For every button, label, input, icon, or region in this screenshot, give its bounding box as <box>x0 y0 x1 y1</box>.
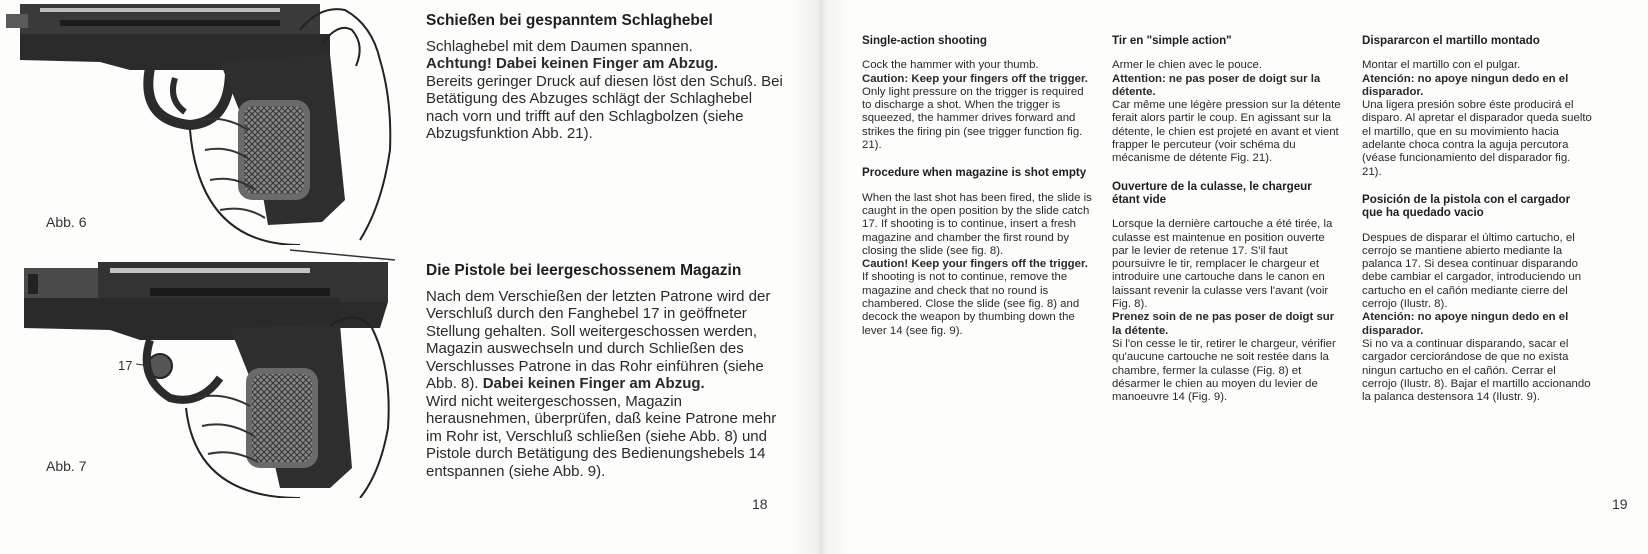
english-heading-1: Single-action shooting <box>862 34 987 47</box>
german-para-4: Wird nicht weitergeschossen, Magazin herausnehmen, überprüfen, daß keine Patrone mehr im Rohr ist, Verschluß schließen (siehe Abb. 8) und Pistole durch Betätigung des Bedienungshebels 14 entspannen (siehe Abb. 9). <box>426 392 777 480</box>
french-para-3: Lorsque la dernière cartouche a été tirée, la culasse est maintenue en position ouverte par le levier de retenue 17. S'il faut poursuivre le tir, remplacer le chargeur et introduire une cartouche dans le canon en laissant revenir la culasse vers l'avant (voir Fig. 8). <box>1112 218 1333 311</box>
english-para-3: When the last shot has been fired, the slide is caught in the open position by the slide catch 17. If shooting is to continue, insert a fresh magazine and chamber the first round by closing the slide (see fig. 8). <box>862 191 1092 257</box>
english-para-4: If shooting is not to continue, remove the magazine and check that no round is chambered. Close the slide (see fig. 8) and decock the weapon by thumbing down the lever 14 (see fig. 9). <box>862 271 1080 337</box>
german-para-3-text: Nach dem Verschießen der letzten Patrone wird der Verschluß durch den Fanghebel 17 in geöffneter Stellung gehalten. Soll weitergeschossen werden, Magazin auswechseln und durch Schließen des Verschlusses Patrone in das Rohr einführen (siehe Abb. 8). <box>426 287 771 392</box>
spanish-warning-1: Atención: no apoye ningun dedo en el disparador. <box>1362 72 1569 98</box>
callout-17: 17 <box>118 358 133 373</box>
german-para-3 <box>426 288 786 393</box>
spanish-heading-2: Posición de la pistola con el cargador que ha quedado vacio <box>1362 192 1571 220</box>
spanish-column <box>1362 34 1592 404</box>
german-warning-2: Dabei keinen Finger am Abzug. <box>482 375 705 392</box>
german-para-1: Schlaghebel mit dem Daumen spannen. <box>426 37 693 55</box>
french-para-4: Si l'on cesse le tir, retirer le chargeur, vérifier qu'aucune cartouche ne soit restée dans la chambre, fermer la culasse (Fig. 8) et désarmer le chien au moyen du levier de manoeuvre 14 (Fig. 9). <box>1112 337 1336 404</box>
english-heading-2: Procedure when magazine is shot empty <box>862 166 1087 180</box>
german-heading-1: Schießen bei gespanntem Schlaghebel <box>426 12 713 29</box>
german-para-2: Bereits geringer Druck auf diesen löst den Schuß. Bei Betätigung des Abzuges schlägt der Schlaghebel nach vorn und trifft auf den Schlagbolzen (siehe Abzugsfunktion Abb. 21). <box>426 72 783 142</box>
page-number-left: 18 <box>752 496 768 512</box>
english-warning-2: Caution! Keep your fingers off the trigger. <box>862 258 1088 271</box>
spanish-heading-1: Dispararcon el martillo montado <box>1362 34 1540 47</box>
spanish-para-2: Una ligera presión sobre éste producirá el disparo. Al apretar el disparador queda suelto el martillo, que en su movimiento hacia adelante choca contra la aguja percutora (véase funcionamiento del disparador fig. 21). <box>1362 99 1592 178</box>
spanish-para-4: Si no va a continuar disparando, sacar el cargador cerciorándose de que no exista ningun cartucho en el cañón. Cerrar el cerrojo (Ilustr. 8). Bajar el martillo accionando la palanca destensora 14 (Ilustr. 9). <box>1362 337 1591 404</box>
figure-7-label: Abb. 7 <box>46 458 87 474</box>
english-para-1: Cock the hammer with your thumb. <box>862 59 1039 72</box>
french-heading-1: Tir en "simple action" <box>1112 34 1232 47</box>
french-column <box>1112 34 1342 404</box>
page-number-right: 19 <box>1612 496 1628 512</box>
french-warning-1: Attention: ne pas poser de doigt sur la détente. <box>1112 72 1321 98</box>
spanish-para-1: Montar el martillo con el pulgar. <box>1362 59 1521 72</box>
german-section-2 <box>426 262 786 480</box>
figure-6-illustration <box>0 0 400 245</box>
french-para-2: Car même une légère pression sur la détente ferait alors partir le coup. En agissant sur la détente, le chien est projeté en avant et vient frapper le percuteur (voir schéma du mécanisme de détente Fig. 21). <box>1112 99 1341 165</box>
figure-6-label: Abb. 6 <box>46 214 87 230</box>
english-column <box>862 34 1092 338</box>
french-para-1: Armer le chien avec le pouce. <box>1112 59 1263 72</box>
english-warning-1: Caution: Keep your fingers off the trigger. <box>862 72 1088 85</box>
french-warning-2: Prenez soin de ne pas poser de doigt sur la détente. <box>1112 311 1335 337</box>
spanish-para-3: Despues de disparar el último cartucho, el cerrojo se mantiene abierto mediante la palanca 17. Si desea continuar disparando debe cambiar el cargador, introduciendo un cartucho en el cañón mediante cierre del cerrojo (Ilustr. 8). <box>1362 231 1582 311</box>
german-warning-1: Achtung! Dabei keinen Finger am Abzug. <box>426 55 718 72</box>
spanish-warning-2: Atención: no apoye ningun dedo en el disparador. <box>1362 311 1569 337</box>
french-heading-2: Ouverture de la culasse, le chargeur étant vide <box>1112 179 1312 206</box>
page-gutter <box>790 0 850 554</box>
english-para-2: Only light pressure on the trigger is required to discharge a shot. When the trigger is squeezed, the hammer drives forward and strikes the firing pin (see trigger function fig. 21). <box>862 85 1084 152</box>
german-heading-2: Die Pistole bei leergeschossenem Magazin <box>426 262 742 279</box>
german-section-1 <box>426 12 786 143</box>
